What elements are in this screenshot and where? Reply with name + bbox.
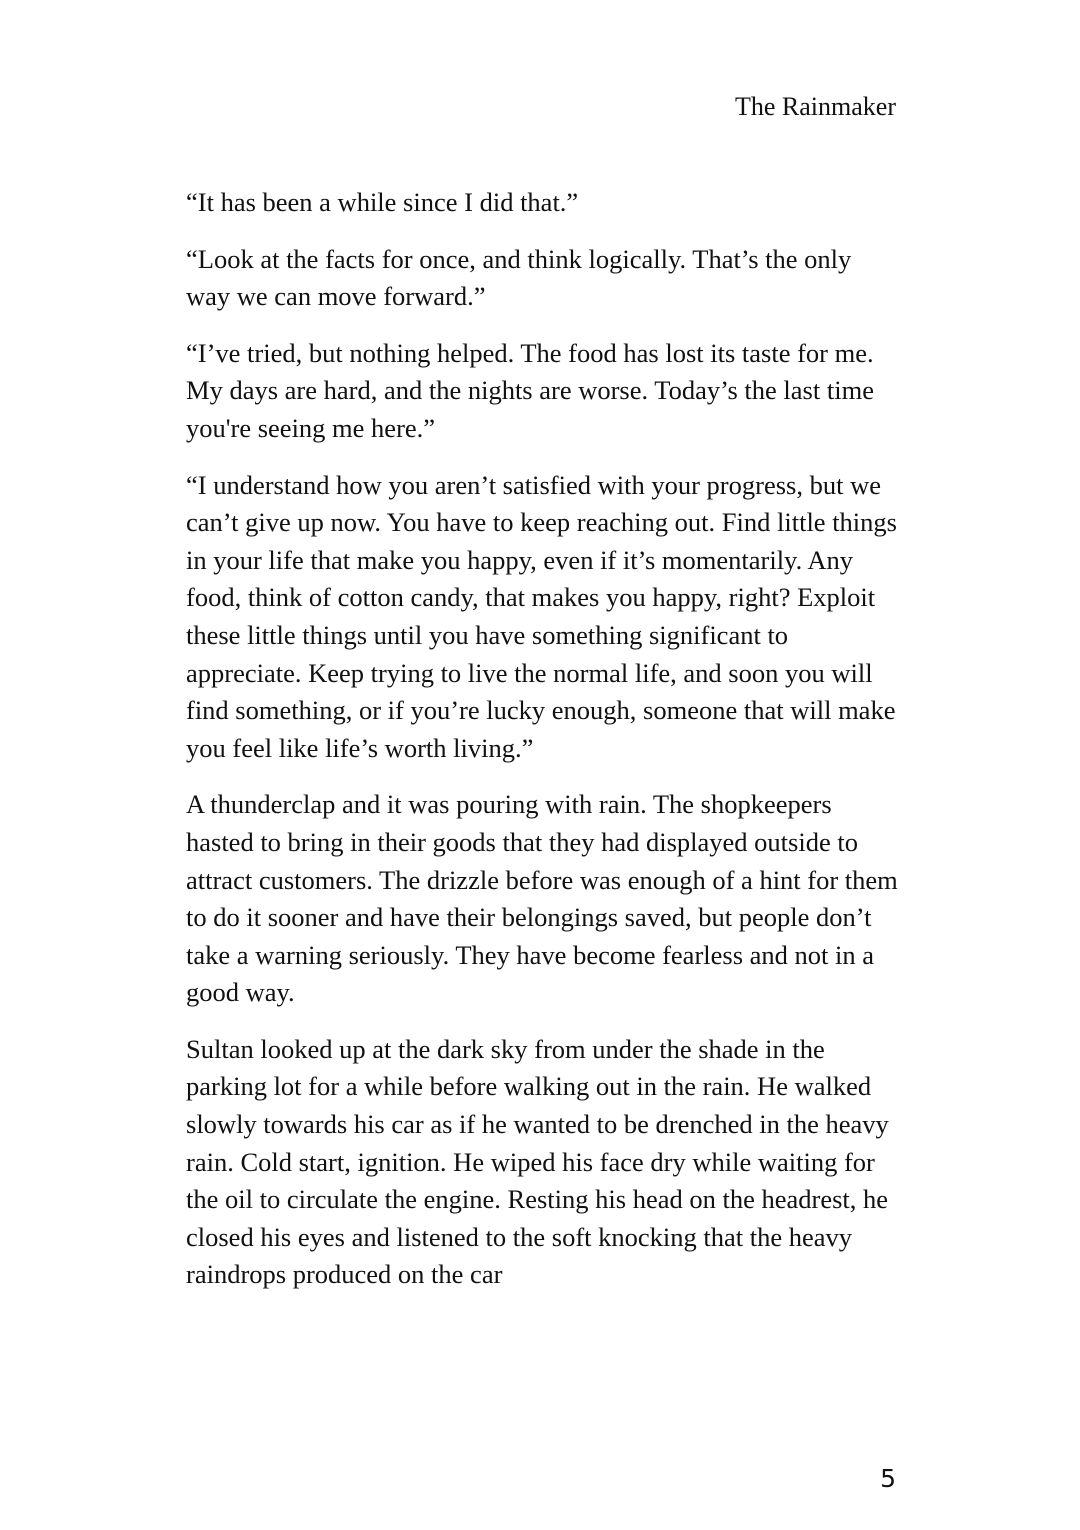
paragraph-6: Sultan looked up at the dark sky from under the shade in the parking lot for a while before walking out in the rain. He walked slowly towards his car as if he wanted to be drenched in the heavy rain. Cold start, ignition. He wiped his face dry while waiting for the oil to circulate the engine. Resting his head on the headrest, he closed his eyes and listened to the soft knocking that the heavy raindrops produced on the car <box>186 1033 889 1290</box>
paragraph-1: “It has been a while since I did that.” <box>186 187 579 217</box>
paragraph-3: “I’ve tried, but nothing helped. The food has lost its taste for me. My days are hard, and the nights are worse. Today’s the last time you're seeing me here.” <box>186 337 874 443</box>
page-number: 5 <box>880 1464 896 1493</box>
paragraph-5: A thunderclap and it was pouring with rain. The shopkeepers hasted to bring in their goods that they had displayed outside to attract customers. The drizzle before was enough of a hint for them to do it sooner and have their belongings saved, but people don’t take a warning seriously. They have become fearless and not in a good way. <box>186 789 898 1008</box>
paragraph-2: “Look at the facts for once, and think logically. That’s the only way we can move forward.” <box>186 243 852 312</box>
running-header-title: The Rainmaker <box>735 92 896 121</box>
body-text <box>186 184 898 1313</box>
paragraph-4: “I understand how you aren’t satisfied with your progress, but we can’t give up now. You have to keep reaching out. Find little things in your life that make you happy, even if it’s momentarily. Any food, think of cotton candy, that makes you happy, right? Exploit these little things until you have something significant to appreciate. Keep trying to live the normal life, and soon you will find something, or if you’re lucky enough, someone that will make you feel like life’s worth living.” <box>186 469 897 763</box>
